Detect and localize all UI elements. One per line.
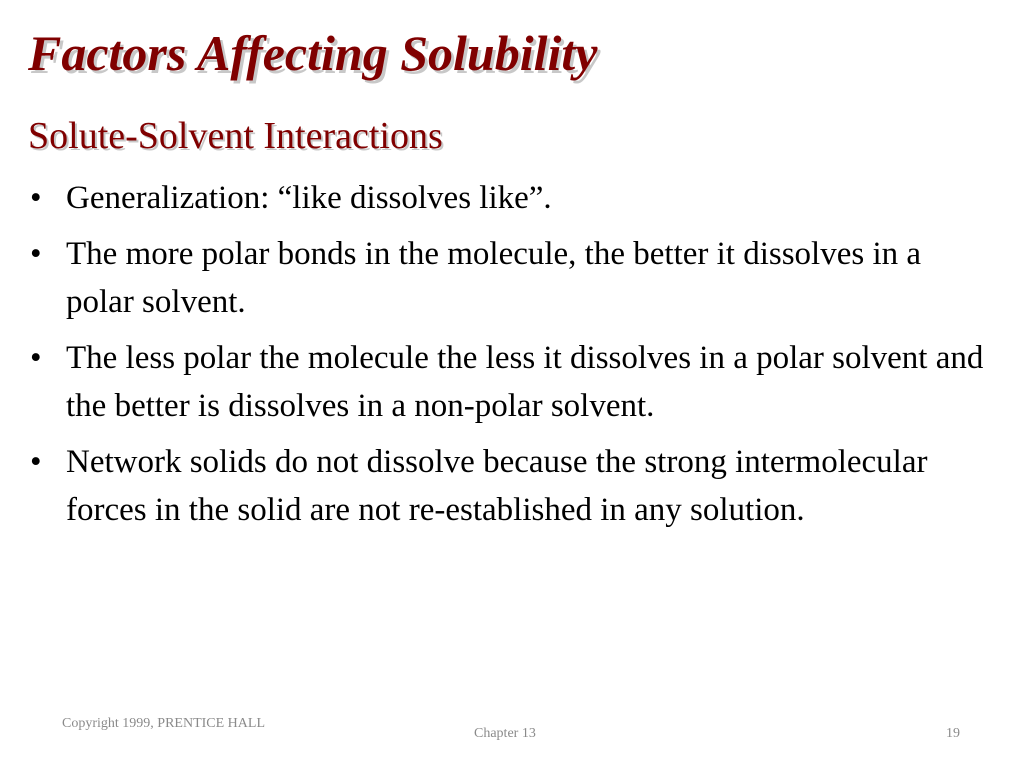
footer-chapter: Chapter 13 [474, 726, 536, 741]
bullet-marker: • [30, 340, 42, 376]
bullet-marker: • [30, 236, 42, 272]
bullet-marker: • [30, 444, 42, 480]
slide-title: Factors Affecting Solubility [28, 25, 598, 81]
bullet-item [28, 174, 996, 222]
bullet-item [28, 230, 996, 326]
bullet-text: The less polar the molecule the less it dissolves in a polar solvent and the better is dissolves in a non-polar solvent. [66, 340, 984, 424]
slide-subtitle: Solute-Solvent Interactions [28, 115, 443, 157]
bullet-text: The more polar bonds in the molecule, the better it dissolves in a polar solvent. [66, 236, 922, 320]
bullet-marker: • [30, 180, 42, 216]
bullet-list [28, 174, 996, 542]
bullet-item [28, 438, 996, 534]
bullet-item [28, 334, 996, 430]
footer-copyright: Copyright 1999, PRENTICE HALL [62, 716, 265, 731]
footer-page-number: 19 [946, 726, 960, 741]
bullet-text: Generalization: “like dissolves like”. [66, 180, 552, 216]
bullet-text: Network solids do not dissolve because the strong intermolecular forces in the solid are not re-established in any solution. [66, 444, 928, 528]
